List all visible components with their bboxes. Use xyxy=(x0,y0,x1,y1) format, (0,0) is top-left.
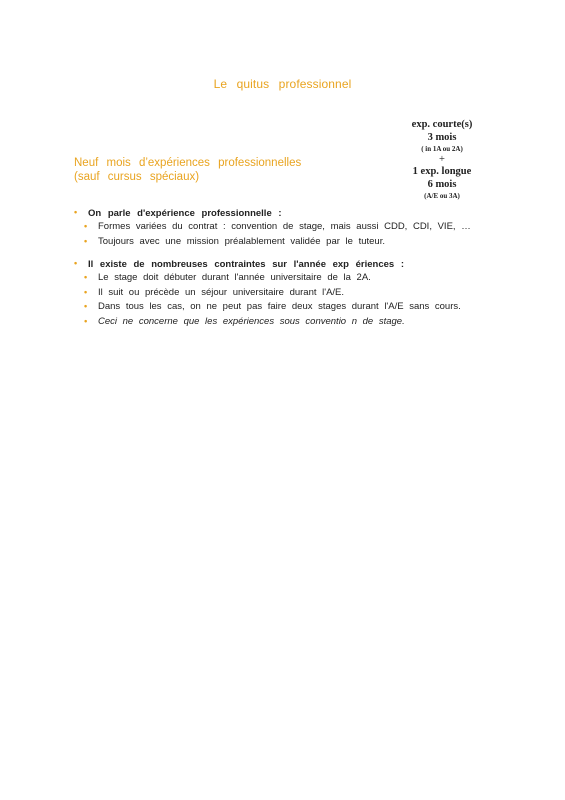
subtitle-line-1: Neuf mois d’expériences professionnelles xyxy=(74,157,302,169)
bullet-icon: • xyxy=(84,315,88,326)
list-item xyxy=(74,286,494,301)
list-item xyxy=(74,235,494,250)
long-experience-label: 1 exp. longue xyxy=(412,166,472,177)
list-item xyxy=(74,271,494,286)
section-heading xyxy=(74,207,494,220)
list-item-text: Dans tous les cas, on ne peut pas faire deux stages durant l'A/E sans cours. xyxy=(98,301,461,312)
list-item xyxy=(74,300,494,315)
section-heading-text: Il existe de nombreuses contraintes sur l'année exp ériences : xyxy=(88,259,404,270)
subtitle xyxy=(74,156,301,184)
bullet-icon: • xyxy=(74,258,78,268)
list-item-text: Le stage doit débuter durant l'année universitaire de la 2A. xyxy=(98,272,371,283)
long-experience-note: (A/E ou 3A) xyxy=(424,192,460,200)
bullet-icon: • xyxy=(84,221,88,231)
bullet-icon: • xyxy=(84,301,88,311)
bullet-icon: • xyxy=(84,286,88,297)
bullet-list xyxy=(74,207,494,329)
list-item xyxy=(74,315,494,330)
bullet-icon: • xyxy=(84,272,88,282)
plus-sign: + xyxy=(439,154,445,165)
list-item-text: Formes variées du contrat : convention de stage, mais aussi CDD, CDI, VIE, … xyxy=(98,221,471,232)
short-experience-note: ( in 1A ou 2A) xyxy=(421,145,463,153)
subtitle-line-2: (sauf cursus spéciaux) xyxy=(74,171,200,183)
list-item-text: Il suit ou précède un séjour universitaire durant l'A/E. xyxy=(98,286,345,298)
list-item xyxy=(74,220,494,235)
page-title: Le quitus professionnel xyxy=(213,77,352,91)
section-heading-text: On parle d'expérience professionnelle : xyxy=(88,208,282,219)
short-experience-label: exp. courte(s) xyxy=(411,119,473,130)
section-heading xyxy=(74,258,494,271)
list-item-text: Ceci ne concerne que les expériences sous conventio n de stage. xyxy=(98,315,405,327)
long-experience-duration: 6 mois xyxy=(427,179,457,190)
experience-summary xyxy=(390,118,494,201)
bullet-icon: • xyxy=(84,235,88,246)
short-experience-duration: 3 mois xyxy=(427,132,457,143)
bullet-icon: • xyxy=(74,207,78,217)
list-item-text: Toujours avec une mission préalablement validée par le tuteur. xyxy=(98,235,385,247)
